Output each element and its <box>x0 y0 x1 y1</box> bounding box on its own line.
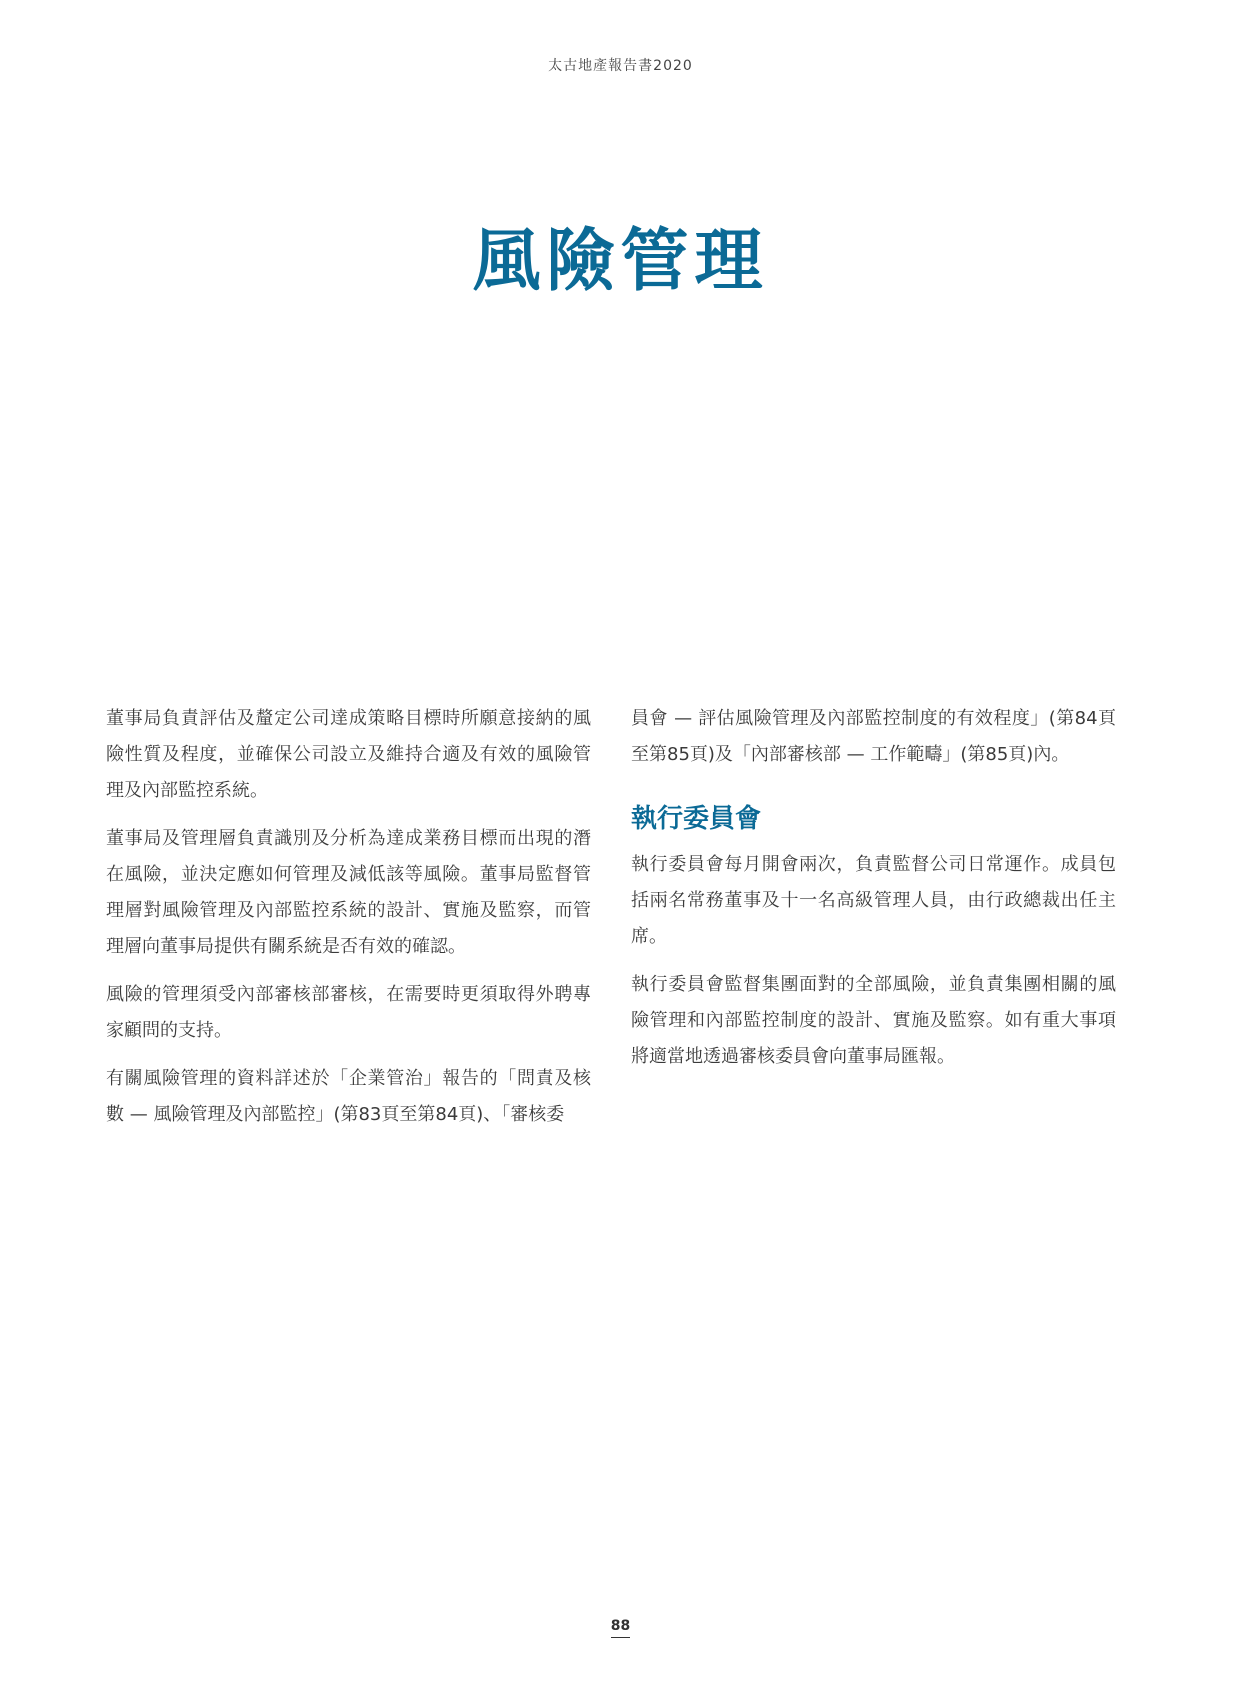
left-column <box>106 701 591 1145</box>
paragraph-committee-oversight: 執行委員會監督集團面對的全部風險，並負責集團相關的風險管理和內部監控制度的設計、實施及監察。如有重大事項將適當地透過審核委員會向董事局匯報。 <box>631 974 1116 1067</box>
paragraph-board-responsibility: 董事局負責評估及釐定公司達成策略目標時所願意接納的風險性質及程度，並確保公司設立及維持合適及有效的風險管理及內部監控系統。 <box>106 708 591 801</box>
paragraph-further-information: 有關風險管理的資料詳述於「企業管治」報告的「問責及核數 — 風險管理及內部監控」(第83頁至第84頁)、「審核委 <box>106 1068 591 1125</box>
paragraph-committee-meetings: 執行委員會每月開會兩次，負責監督公司日常運作。成員包括兩名常務董事及十一名高級管理人員，由行政總裁出任主席。 <box>631 854 1116 947</box>
paragraph-risk-identification: 董事局及管理層負責識別及分析為達成業務目標而出現的潛在風險，並決定應如何管理及減低該等風險。董事局監督管理層對風險管理及內部監控系統的設計、實施及監察，而管理層向董事局提供有關系統是否有效的確認。 <box>106 828 591 957</box>
page-number-label: 88 <box>611 1618 630 1638</box>
running-header: 太古地產報告書2020 <box>548 58 693 74</box>
page-number <box>0 1618 1241 1638</box>
section-heading-executive-committee: 執行委員會 <box>631 804 762 834</box>
paragraph-continuation: 員會 — 評估風險管理及內部監控制度的有效程度」(第84頁至第85頁)及「內部審核部 — 工作範疇」(第85頁)內。 <box>631 708 1116 765</box>
right-column <box>631 701 1116 1087</box>
paragraph-internal-audit: 風險的管理須受內部審核部審核，在需要時更須取得外聘專家顧問的支持。 <box>106 984 591 1041</box>
page-title: 風險管理 <box>472 222 769 301</box>
